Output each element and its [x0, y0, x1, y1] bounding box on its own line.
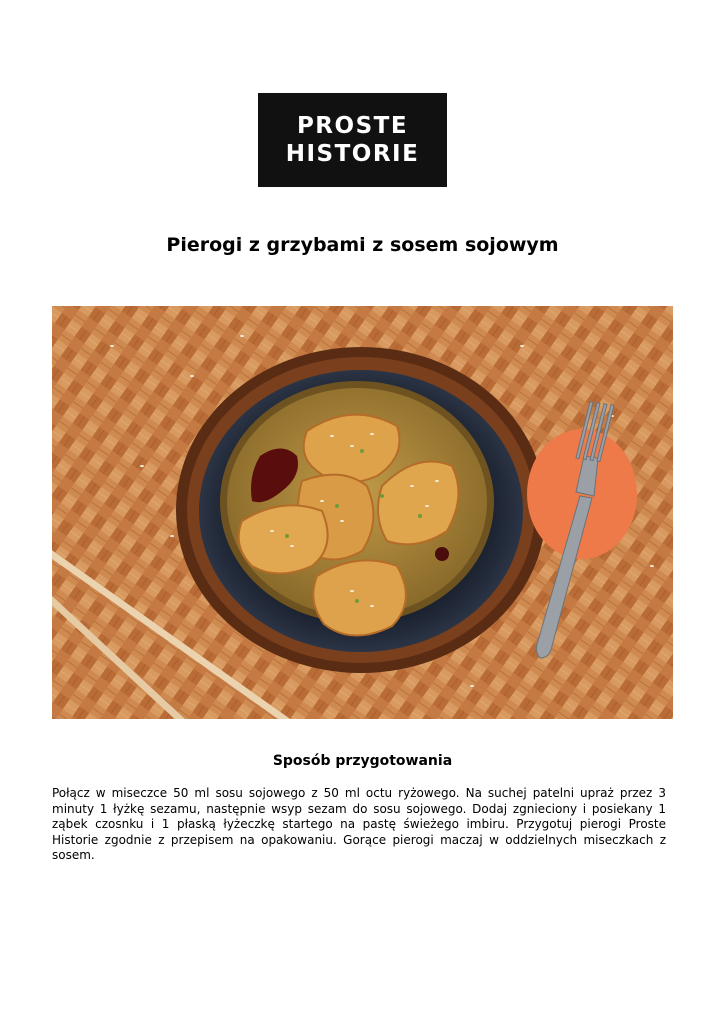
brand-logo [258, 93, 447, 187]
logo-line-2: HISTORIE [285, 141, 420, 167]
recipe-title: Pierogi z grzybami z sosem sojowym [166, 234, 559, 256]
orange-coaster [527, 429, 637, 559]
dish-photo [52, 306, 673, 719]
preparation-text: Połącz w miseczce 50 ml sosu sojowego z 50 ml octu ryżowego. Na suchej patelni upraż przez 3 minuty 1 łyżkę sezamu, następnie wsyp sezam do sosu sojowego. Dodaj zgnieciony i posiekany 1 ząbek czosnku i 1 płaską łyżeczkę startego na pastę świeżego imbiru. Przygotuj pierogi Proste Historie zgodnie z przepisem na opakowaniu. Gorące pierogi maczaj w oddzielnych miseczkach z sosem. [52, 786, 666, 863]
logo-line-1: PROSTE [296, 113, 409, 139]
preparation-heading: Sposób przygotowania [272, 753, 453, 769]
